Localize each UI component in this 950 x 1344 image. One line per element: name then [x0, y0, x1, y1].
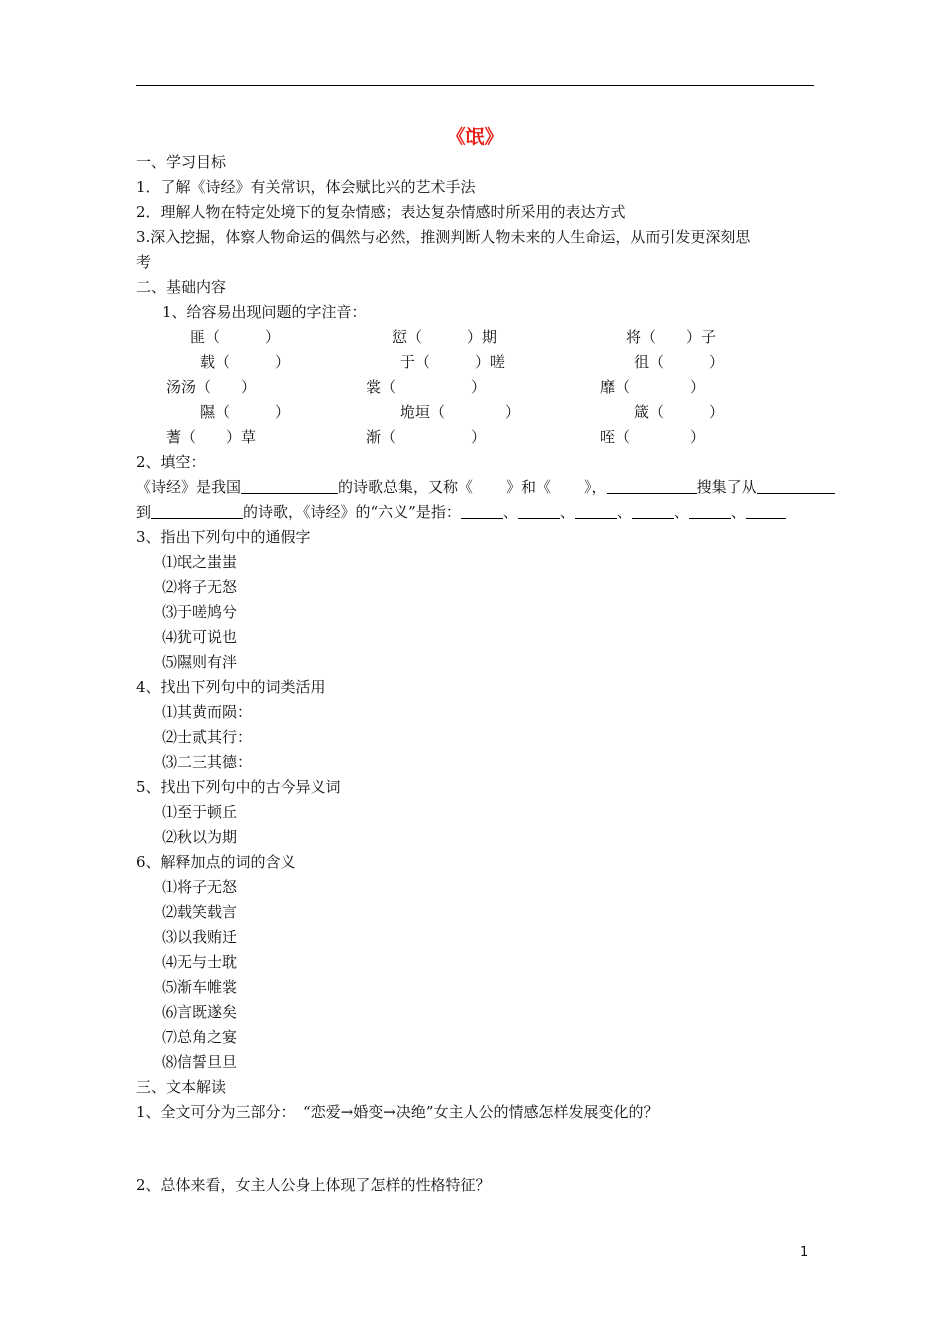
answer-blank[interactable] — [241, 479, 338, 494]
pinyin-item: 咥（ ） — [600, 428, 706, 446]
fill-text: 》和《 — [506, 478, 552, 496]
pinyin-item: 匪（ ） — [190, 328, 281, 346]
goal-2: 2．理解人物在特定处境下的复杂情感；表达复杂情感时所采用的表达方式 — [136, 203, 626, 221]
section-heading-goals: 一、学习目标 — [136, 153, 227, 171]
fill-text: 《诗经》是我国 — [136, 478, 242, 496]
answer-blank[interactable] — [461, 504, 503, 519]
list-item: ⑻信誓旦旦 — [162, 1053, 238, 1071]
question-pinyin-label: 1、给容易出现问题的字注音： — [162, 303, 367, 321]
list-item: ⑶于嗟鸠兮 — [162, 603, 238, 621]
list-item: ⑷犹可说也 — [162, 628, 238, 646]
list-item: ⑶以我贿迁 — [162, 928, 238, 946]
list-item: ⑵将子无怒 — [162, 578, 238, 596]
pinyin-item: 隰（ ） — [200, 403, 291, 421]
pinyin-item: 箴（ ） — [634, 403, 725, 421]
pinyin-item: 于（ ）嗟 — [400, 353, 506, 371]
pinyin-item: 渐（ ） — [366, 428, 487, 446]
goal-3: 3.深入挖掘，体察人物命运的偶然与必然，推测判断人物未来的人生命运，从而引发更深刻思 — [136, 228, 751, 246]
list-item: ⑷无与士耽 — [162, 953, 238, 971]
list-item: ⑶二三其德： — [162, 753, 253, 771]
fill-text: 、 — [673, 503, 689, 521]
pinyin-item: 靡（ ） — [600, 378, 706, 396]
list-item: ⑵士贰其行： — [162, 728, 253, 746]
goal-3-cont: 考 — [136, 253, 152, 271]
page-number: 1 — [800, 1245, 809, 1260]
fill-in-line-2 — [136, 501, 814, 523]
pinyin-item: 愆（ ）期 — [392, 328, 498, 346]
fill-text: 的诗歌总集，又称《 — [338, 478, 474, 496]
reading-question-2: 2、总体来看，女主人公身上体现了怎样的性格特征？ — [136, 1176, 491, 1194]
reading-question-1: 1、全文可分为三部分： “恋爱→婚变→决绝”女主人公的情感怎样发展变化的？ — [136, 1103, 659, 1121]
section-heading-reading: 三、文本解读 — [136, 1078, 227, 1096]
question-cileihuoyong-label: 4、找出下列句中的词类活用 — [136, 678, 326, 696]
answer-blank[interactable] — [632, 504, 674, 519]
list-item: ⑸隰则有泮 — [162, 653, 238, 671]
fill-text: 、 — [730, 503, 746, 521]
answer-blank[interactable] — [151, 504, 243, 519]
fill-text: 、 — [502, 503, 518, 521]
list-item: ⑴至于顿丘 — [162, 803, 238, 821]
list-item: ⑴氓之蚩蚩 — [162, 553, 238, 571]
fill-text: 搜集了从 — [696, 478, 757, 496]
section-heading-basics: 二、基础内容 — [136, 278, 227, 296]
list-item: ⑵秋以为期 — [162, 828, 238, 846]
pinyin-item: 载（ ） — [200, 353, 291, 371]
fill-text: 的诗歌，《诗经》的“六义”是指： — [243, 503, 461, 521]
pinyin-item: 蓍（ ）草 — [166, 428, 257, 446]
fill-text: 、 — [616, 503, 632, 521]
list-item: ⑴将子无怒 — [162, 878, 238, 896]
question-explain-label: 6、解释加点的词的含义 — [136, 853, 296, 871]
list-item: ⑺总角之宴 — [162, 1028, 238, 1046]
answer-blank[interactable] — [607, 479, 697, 494]
question-tongjiazi-label: 3、指出下列句中的通假字 — [136, 528, 311, 546]
list-item: ⑹言既遂矣 — [162, 1003, 238, 1021]
list-item: ⑵载笑载言 — [162, 903, 238, 921]
fill-text: 》， — [584, 478, 607, 496]
question-fill-label: 2、填空： — [136, 453, 206, 471]
list-item: ⑴其黄而陨： — [162, 703, 253, 721]
list-item: ⑸渐车帷裳 — [162, 978, 238, 996]
pinyin-item: 将（ ）子 — [626, 328, 717, 346]
question-gujinyiyi-label: 5、找出下列句中的古今异义词 — [136, 778, 341, 796]
pinyin-item: 汤汤（ ） — [166, 378, 257, 396]
pinyin-item: 垝垣（ ） — [400, 403, 521, 421]
page-title: 《氓》 — [446, 126, 504, 148]
answer-blank[interactable] — [746, 504, 786, 519]
fill-in-line-1 — [136, 476, 814, 498]
answer-blank[interactable] — [551, 480, 584, 494]
pinyin-item: 徂（ ） — [634, 353, 725, 371]
pinyin-item: 裳（ ） — [366, 378, 487, 396]
fill-text: 、 — [559, 503, 575, 521]
answer-blank[interactable] — [689, 504, 731, 519]
fill-text: 到 — [136, 503, 152, 521]
answer-blank[interactable] — [757, 479, 835, 494]
answer-blank[interactable] — [473, 480, 506, 494]
answer-blank[interactable] — [518, 504, 560, 519]
goal-1: 1．了解《诗经》有关常识，体会赋比兴的艺术手法 — [136, 178, 476, 196]
header-rule — [136, 85, 814, 86]
answer-blank[interactable] — [575, 504, 617, 519]
